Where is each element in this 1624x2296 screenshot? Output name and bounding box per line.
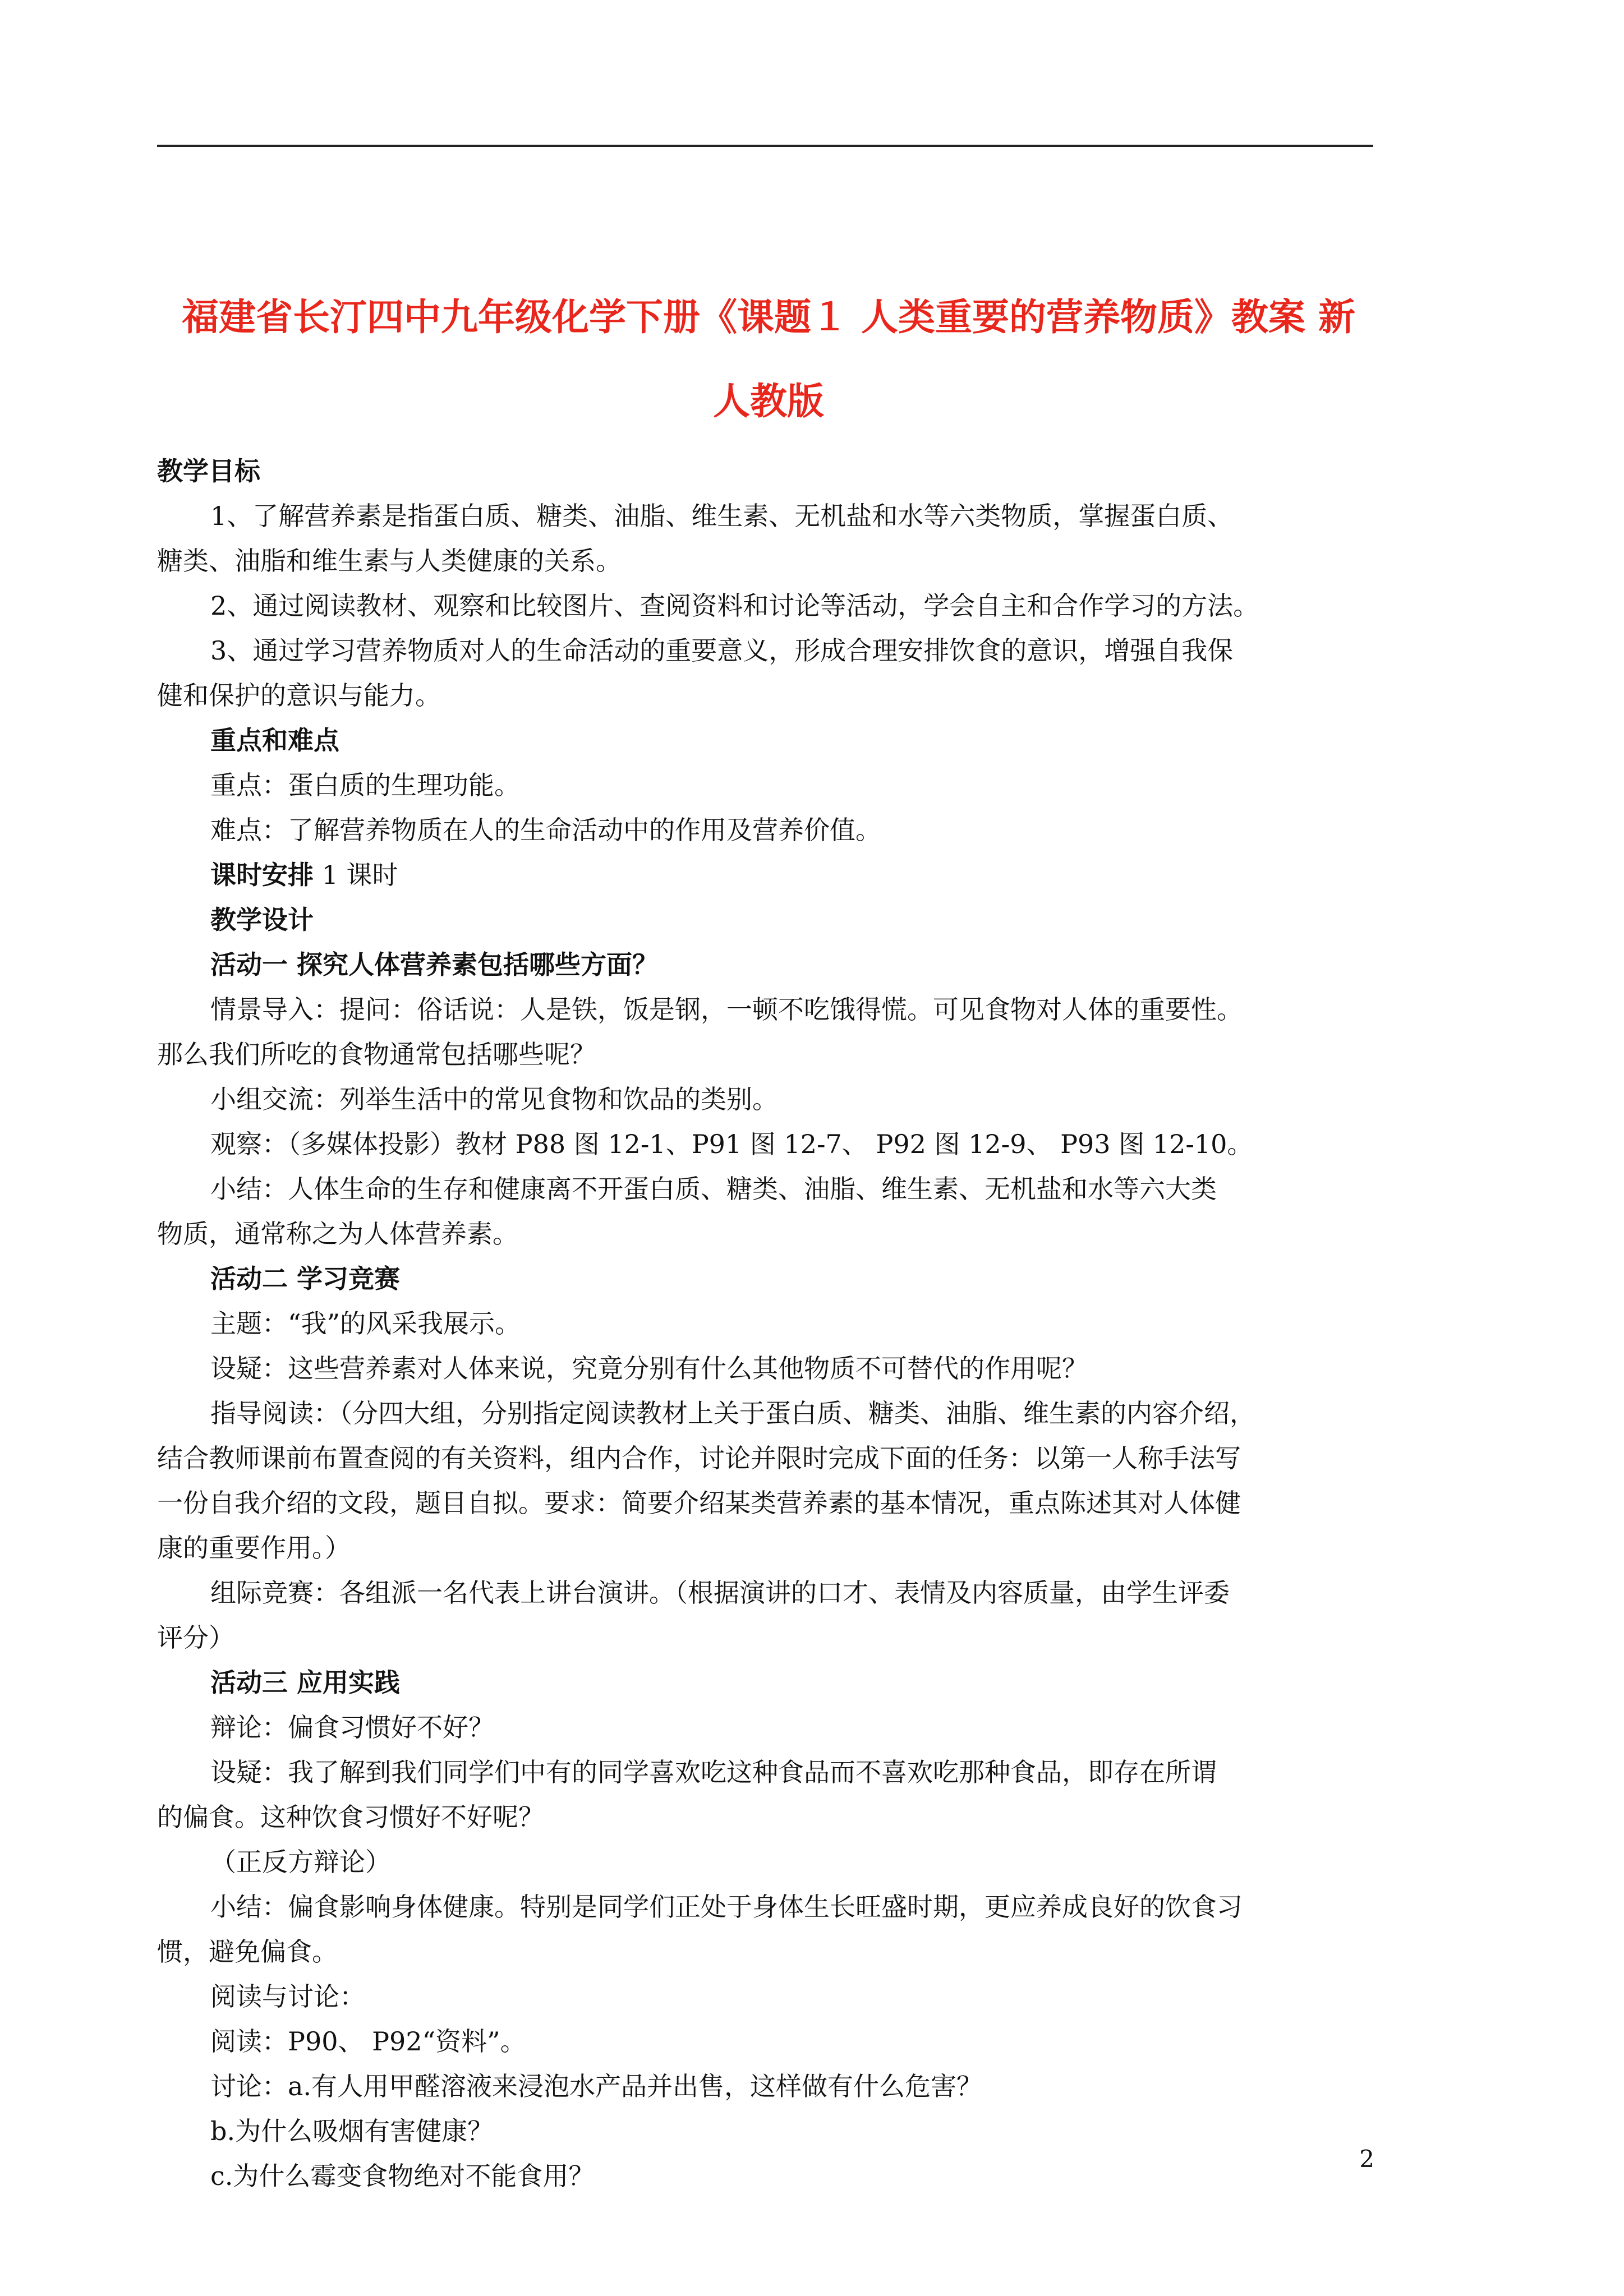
activity-3-heading: 活动三 应用实践	[210, 1667, 401, 1698]
reading-assignment: 阅读：P90、 P92“资料”。	[210, 2026, 526, 2057]
discussion-c: c.为什么霉变食物绝对不能食用？	[210, 2161, 595, 2191]
reading-discussion-heading: 阅读与讨论：	[210, 1981, 365, 2012]
discussion-a: 讨论：a.有人用甲醛溶液来浸泡水产品并出售，这样做有什么危害？	[210, 2071, 983, 2101]
section-heading-teaching-goals: 教学目标	[157, 456, 260, 486]
document-title-line-1: 福建省长汀四中九年级化学下册《课题１ 人类重要的营养物质》教案 新	[182, 295, 1355, 339]
activity-2-competition-line-1: 组际竞赛：各组派一名代表上讲台演讲。（根据演讲的口才、表情及内容质量，由学生评委	[210, 1578, 1230, 1608]
goal-1-line-2: 糖类、油脂和维生素与人类健康的关系。	[157, 546, 622, 576]
activity-2-competition-line-2: 评分）	[157, 1622, 234, 1653]
activity-3-question-line-2: 的偏食。这种饮食习惯好不好呢？	[157, 1802, 544, 1832]
activity-2-reading-line-3: 一份自我介绍的文段，题目自拟。要求：简要介绍某类营养素的基本情况，重点陈述其对人体健	[157, 1488, 1241, 1518]
discussion-b: b.为什么吸烟有害健康？	[210, 2116, 494, 2146]
activity-1-intro-line-2: 那么我们所吃的食物通常包括哪些呢？	[157, 1039, 596, 1069]
class-hours-value: 1 课时	[314, 860, 398, 890]
activity-2-heading: 活动二 学习竞赛	[210, 1264, 401, 1294]
activity-2-question: 设疑：这些营养素对人体来说，究竟分别有什么其他物质不可替代的作用呢？	[210, 1353, 1088, 1384]
key-point: 重点：蛋白质的生理功能。	[210, 770, 520, 800]
section-heading-key-points: 重点和难点	[210, 725, 339, 755]
activity-3-summary-line-1: 小结：偏食影响身体健康。特别是同学们正处于身体生长旺盛时期，更应养成良好的饮食习	[210, 1892, 1243, 1922]
activity-1-intro-line-1: 情景导入：提问：俗话说：人是铁，饭是钢，一顿不吃饿得慌。可见食物对人体的重要性。	[210, 994, 1243, 1025]
activity-3-summary-line-2: 惯，避免偏食。	[157, 1937, 338, 1967]
class-hours-label: 课时安排	[210, 860, 314, 890]
activity-1-heading: 活动一 探究人体营养素包括哪些方面？	[210, 949, 659, 980]
document-body	[157, 449, 1377, 2198]
goal-1-line-1: 1、了解营养素是指蛋白质、糖类、油脂、维生素、无机盐和水等六类物质，掌握蛋白质、	[210, 501, 1234, 531]
activity-3-debate: 辩论：偏食习惯好不好？	[210, 1712, 494, 1742]
activity-1-group-exchange: 小组交流：列举生活中的常见食物和饮品的类别。	[210, 1084, 778, 1114]
activity-2-reading-line-4: 康的重要作用。）	[157, 1533, 351, 1563]
goal-3-line-2: 健和保护的意识与能力。	[157, 680, 441, 711]
activity-3-debate-note: （正反方辩论）	[210, 1847, 391, 1877]
goal-3-line-1: 3、通过学习营养物质对人的生命活动的重要意义，形成合理安排饮食的意识，增强自我保	[210, 635, 1234, 666]
activity-2-reading-line-1: 指导阅读：（分四大组，分别指定阅读教材上关于蛋白质、糖类、油脂、维生素的内容介绍，	[210, 1398, 1255, 1428]
section-heading-teaching-design: 教学设计	[210, 905, 314, 935]
document-title-line-2: 人教版	[713, 379, 824, 423]
header-rule	[157, 145, 1373, 147]
activity-2-reading-line-2: 结合教师课前布置查阅的有关资料，组内合作，讨论并限时完成下面的任务：以第一人称手法写	[157, 1443, 1241, 1473]
class-hours-line	[157, 852, 1377, 897]
activity-1-observation: 观察：（多媒体投影）教材 P88 图 12-1、P91 图 12-7、 P92 图 12-9、 P93 图 12-10。	[210, 1129, 1253, 1159]
activity-1-summary-line-2: 物质，通常称之为人体营养素。	[157, 1219, 518, 1249]
difficult-point: 难点：了解营养物质在人的生命活动中的作用及营养价值。	[210, 815, 881, 845]
activity-2-theme: 主题：“我”的风采我展示。	[210, 1308, 521, 1339]
page-number: 2	[1359, 2145, 1374, 2173]
activity-1-summary-line-1: 小结：人体生命的生存和健康离不开蛋白质、糖类、油脂、维生素、无机盐和水等六大类	[210, 1174, 1217, 1204]
goal-2: 2、通过阅读教材、观察和比较图片、查阅资料和讨论等活动，学会自主和合作学习的方法。	[210, 591, 1259, 621]
activity-3-question-line-1: 设疑：我了解到我们同学们中有的同学喜欢吃这种食品而不喜欢吃那种食品，即存在所谓	[210, 1757, 1217, 1787]
